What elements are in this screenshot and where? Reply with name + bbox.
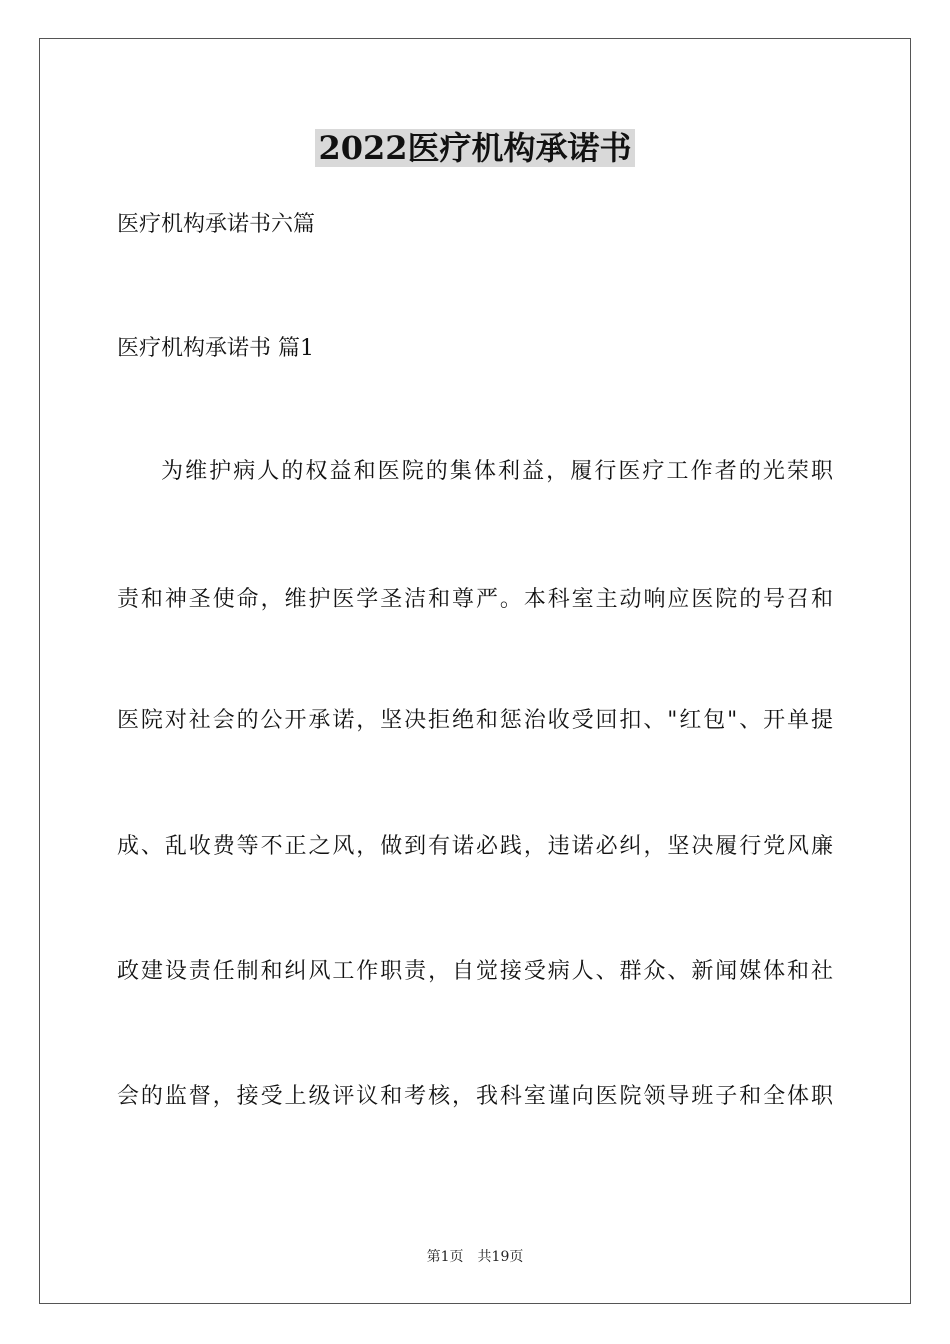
paragraph-line: 医院对社会的公开承诺，坚决拒绝和惩治收受回扣、"红包"、开单提: [117, 708, 833, 733]
document-title-text: 2022医疗机构承诺书: [315, 129, 634, 167]
paragraph-line: 为维护病人的权益和医院的集体利益，履行医疗工作者的光荣职: [161, 459, 833, 484]
paragraph-line: 成、乱收费等不正之风，做到有诺必践，违诺必纠，坚决履行党风廉: [117, 834, 833, 859]
section-heading: 医疗机构承诺书 篇1: [117, 336, 314, 361]
page-number-footer: 第1页 共19页: [426, 1249, 524, 1265]
paragraph-line: 政建设责任制和纠风工作职责，自觉接受病人、群众、新闻媒体和社: [117, 959, 833, 984]
paragraph-line: 会的监督，接受上级评议和考核，我科室谨向医院领导班子和全体职: [117, 1084, 833, 1109]
document-title: [0, 126, 950, 170]
paragraph-line: 责和神圣使命，维护医学圣洁和尊严。本科室主动响应医院的号召和: [117, 587, 833, 612]
document-subtitle: 医疗机构承诺书六篇: [117, 212, 316, 237]
